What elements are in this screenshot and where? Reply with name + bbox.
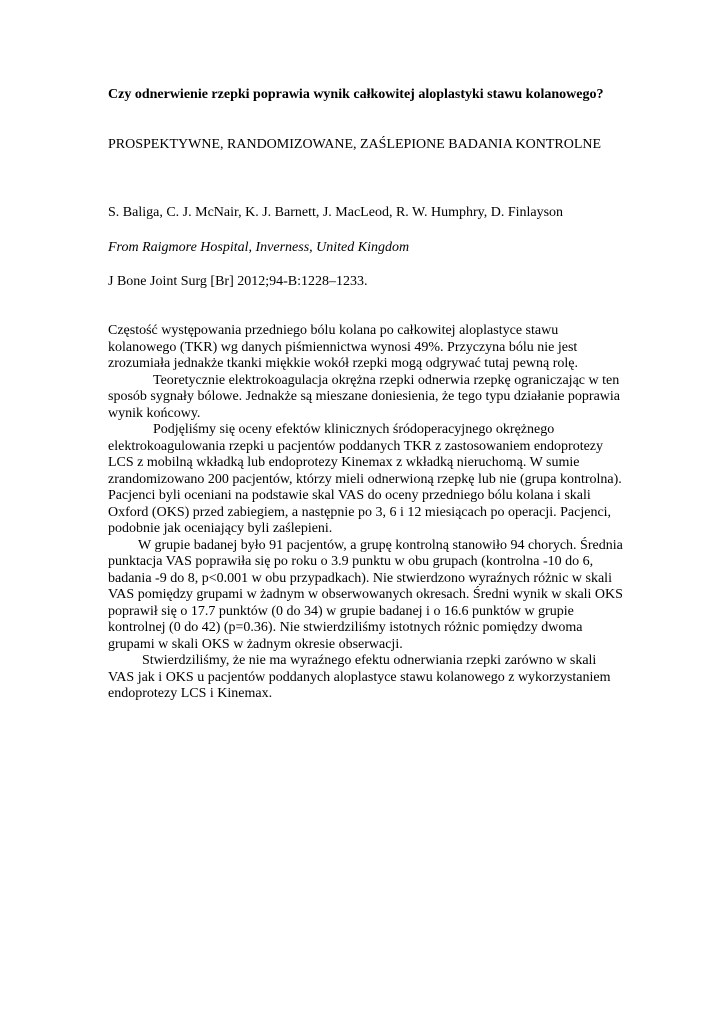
abstract-body: [108, 323, 624, 703]
paragraph-results: W grupie badanej było 91 pacjentów, a grupę kontrolną stanowiło 94 chorych. Średnia punktacja VAS poprawiła się po roku o 3.9 punktu w obu grupach (kontrolna -10 do 6, badania -9 do 8, p<0.001 w obu przypadkach). Nie stwierdzono wyraźnych różnic w skali VAS pomiędzy grupami w żadnym w obserwowanych okresach. Średni wynik w skali OKS poprawił się o 17.7 punktów (0 do 34) w grupie badanej i o 16.6 punktów w grupie kontrolnej (0 do 42) (p=0.36). Nie stwierdziliśmy istotnych różnic pomiędzy dwoma grupami w skali OKS w żadnym okresie obserwacji.: [108, 537, 623, 652]
paragraph-conclusion: Stwierdziliśmy, że nie ma wyraźnego efektu odnerwiania rzepki zarówno w skali VAS jak i OKS u pacjentów poddanych aloplastyce stawu kolanowego z wykorzystaniem endoprotezy LCS i Kinemax.: [108, 653, 611, 701]
article-subtitle: PROSPEKTYWNE, RANDOMIZOWANE, ZAŚLEPIONE BADANIA KONTROLNE: [108, 137, 602, 152]
paragraph-introduction: Częstość występowania przedniego bólu kolana po całkowitej aloplastyce stawu kolanowego (TKR) wg danych piśmiennictwa wynosi 49%. Przyczyna bólu nie jest zrozumiała jednakże tkanki miękkie wokół rzepki mogą odgrywać tutaj pewną rolę.: [108, 323, 578, 371]
article-title: Czy odnerwienie rzepki poprawia wynik całkowitej aloplastyki stawu kolanowego?: [108, 87, 604, 102]
affiliation: From Raigmore Hospital, Inverness, United Kingdom: [108, 240, 410, 255]
paragraph-theory: Teoretycznie elektrokoagulacja okrężna rzepki odnerwia rzepkę ograniczając w ten sposób sygnały bólowe. Jednakże są mieszane doniesienia, że tego typu działanie poprawia wynik końcowy.: [108, 372, 621, 421]
paragraph-methods: Podjęliśmy się oceny efektów klinicznych śródoperacyjnego okrężnego elektrokoagulowania rzepki u pacjentów poddanych TKR z zastosowaniem endoprotezy LCS z mobilną wkładką lub endoprotezy Kinemax z wkładką nieruchomą. W sumie zrandomizowano 200 pacjentów, którzy mieli odnerwioną rzepkę lub nie (grupa kontrolna). Pacjenci byli oceniani na podstawie skal VAS do oceny przedniego bólu kolana i skali Oxford (OKS) przed zabiegiem, a następnie po 3, 6 i 12 miesiącach po operacji. Pacjenci, podobnie jak oceniający byli zaślepieni.: [108, 422, 622, 536]
journal-citation: J Bone Joint Surg [Br] 2012;94-B:1228–1233.: [108, 274, 368, 289]
author-list: S. Baliga, C. J. McNair, K. J. Barnett, J. MacLeod, R. W. Humphry, D. Finlayson: [108, 205, 564, 220]
